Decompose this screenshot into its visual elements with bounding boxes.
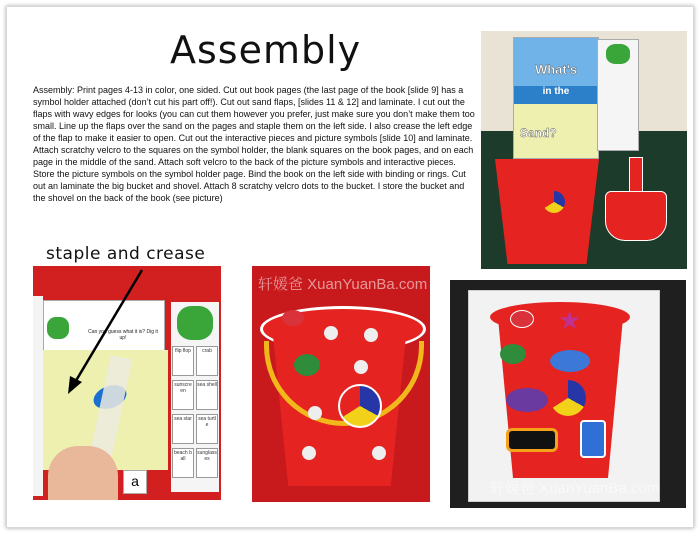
velcro-dot (364, 328, 378, 342)
flip-flop-icon (550, 350, 590, 372)
symbol-holder (597, 39, 639, 151)
velcro-dot (354, 360, 368, 374)
hand (48, 446, 118, 500)
watermark: 轩媛爸 XuanYuanBa.com (258, 276, 428, 293)
symbol-card: sunscreen (172, 380, 194, 410)
turtle-icon (500, 344, 526, 364)
crab-icon (282, 310, 304, 326)
shell-icon (506, 388, 548, 412)
turtle-icon (294, 354, 320, 376)
velcro-dot (372, 446, 386, 460)
photo-caption: staple and crease (46, 244, 206, 264)
symbol-card: sea shell (196, 380, 218, 410)
book-prompt: Can you guess what it is? Dig it up! (88, 329, 158, 341)
symbol-card: beach ball (172, 448, 194, 478)
symbol-card: sunglasses (196, 448, 218, 478)
sunscreen-icon (580, 420, 606, 458)
photo-bucket-complete (450, 280, 686, 508)
book-cover (513, 37, 599, 159)
arrow-icon (60, 266, 150, 396)
assembly-instructions: Assembly: Print pages 4-13 in color, one sided. Cut out book pages (the last page of the book [slide 9] has a symbol holder attached (don’t cut his part off!). Cut out sand flaps, [slides 11 & 12] and laminate. I cut out the flaps with wavy edges for looks (you can cut them however you prefer, just make sure you don’t make them too small. Line up the flaps over the sand on the pages and staple them on the left side. I also crease the left edge of the flap to make it easier to open. Cut out the interactive pieces and picture symbols [slide 10] and laminate. Attach scratchy velcro to the squares on the symbol holder, the blank squares on the book pages, and on each page in the middle of the sand. Attach soft velcro to the back of the picture symbols and interactive pieces. Store the picture symbols on the symbol holder page. Bind the book on the left side with binding or rings. Cut out an laminate the big bucket and shovel. Attach 8 scratchy velcro dots to the bucket. I store the bucket and the shovel on the back of the book (see picture) (33, 85, 475, 203)
photo-finished-book (481, 31, 687, 269)
bucket (495, 159, 599, 264)
shovel (605, 191, 667, 241)
cover-title-line: Sand? (520, 126, 557, 140)
symbol-card: crab (196, 346, 218, 376)
cover-title-line: What's (534, 62, 578, 77)
beach-ball-icon (338, 384, 382, 428)
velcro-dot (324, 326, 338, 340)
beach-ball-icon (550, 380, 586, 416)
crab-icon (510, 310, 534, 328)
watermark: 轩媛爸 XuanYuanBa.com (490, 480, 660, 497)
beach-ball-icon (543, 191, 565, 213)
cover-title-line: in the (542, 86, 570, 97)
photo-bucket-velcro (252, 266, 430, 502)
symbol-card: sea turtle (196, 414, 218, 444)
velcro-dot (308, 406, 322, 420)
frog-icon (177, 306, 213, 340)
velcro-dot (302, 446, 316, 460)
frog-icon (606, 44, 630, 64)
symbol-holder (171, 302, 219, 492)
symbol-card: flip flop (172, 346, 194, 376)
sunglasses-icon (506, 428, 558, 452)
letter-card: a (123, 470, 147, 494)
page-title: Assembly (170, 28, 362, 72)
sea-star-icon: ★ (558, 305, 582, 335)
symbol-card: sea star (172, 414, 194, 444)
